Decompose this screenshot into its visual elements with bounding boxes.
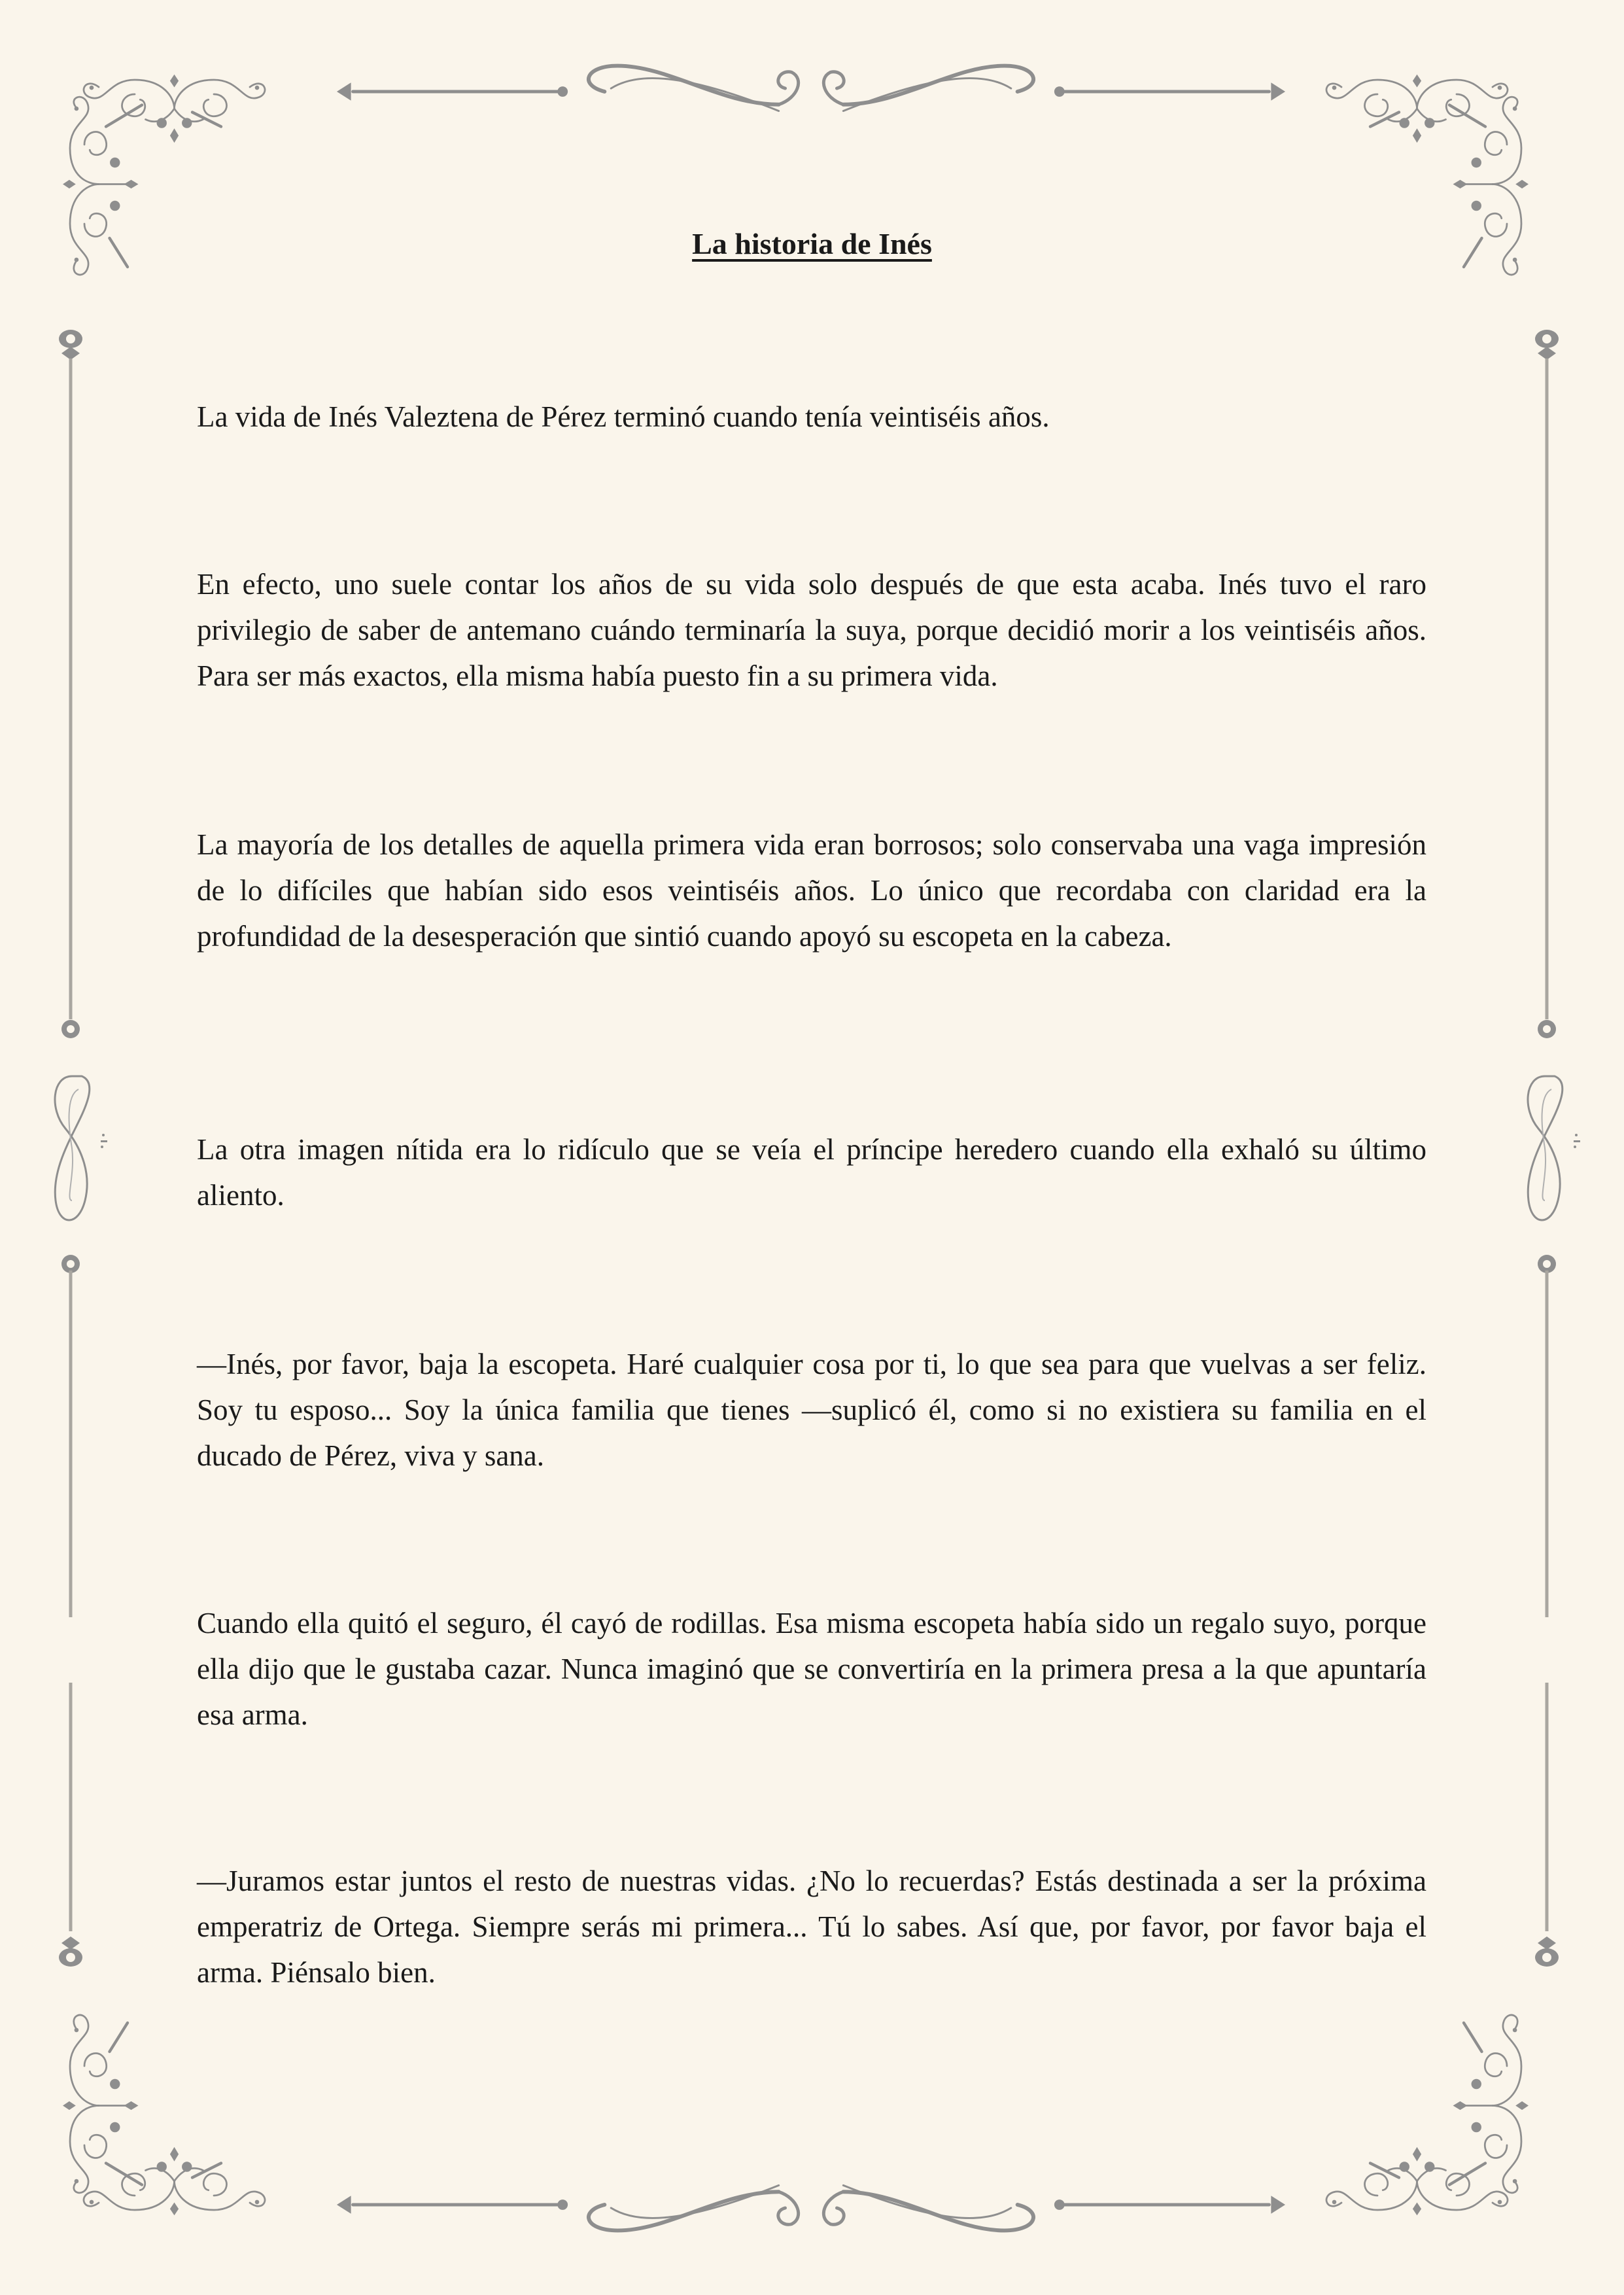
paragraph: —Inés, por favor, baja la escopeta. Haré cualquier cosa por ti, lo que sea para que vuelvas a ser feliz. Soy tu esposo... Soy la única familia que tienes —suplicó él, como si no existiera su familia en el ducado de Pérez, viva y sana.: [197, 1348, 1426, 1472]
vertical-rod-icon: [58, 326, 84, 1039]
vertical-rod-icon: [58, 1251, 84, 1971]
corner-flourish-icon: [56, 2005, 271, 2228]
paragraph: La otra imagen nítida era lo ridículo que se veía el príncipe heredero cuando ella exhaló su último aliento.: [197, 1133, 1426, 1212]
paragraph: La vida de Inés Valeztena de Pérez terminó cuando tenía veintiséis años.: [197, 400, 1050, 433]
infinity-knot-icon: [46, 1070, 118, 1233]
paragraph: La mayoría de los detalles de aquella primera vida eran borrosos; solo conservaba una vaga impresión de lo difíciles que habían sido esos veintiséis años. Lo único que recordaba con claridad era la profundidad de la desesperación que sintió cuando apoyó su escopeta en la cabeza.: [197, 828, 1426, 953]
vertical-rod-icon: [1534, 326, 1560, 1039]
scroll-divider-icon: [334, 2165, 1288, 2244]
paragraph: —Juramos estar juntos el resto de nuestras vidas. ¿No lo recuerdas? Estás destinada a ser la próxima emperatriz de Ortega. Siempre serás mi primera... Tú lo sabes. Así que, por favor, por favor baja el arma. Piénsalo bien.: [197, 1865, 1426, 1989]
infinity-knot-icon: [1519, 1070, 1591, 1233]
paragraph: En efecto, uno suele contar los años de su vida solo después de que esta acaba. Inés tuvo el raro privilegio de saber de antemano cuándo terminaría la suya, porque decidió morir a los veintiséis años. Para ser más exactos, ella misma había puesto fin a su primera vida.: [197, 568, 1426, 692]
page-title: La historia de Inés: [692, 227, 932, 260]
paragraph: Cuando ella quitó el seguro, él cayó de rodillas. Esa misma escopeta había sido un regalo suyo, porque ella dijo que le gustaba cazar. Nunca imaginó que se convertiría en la primera presa a la que apuntaría esa arma.: [197, 1607, 1426, 1731]
vertical-rod-icon: [1534, 1251, 1560, 1971]
scroll-divider-icon: [334, 52, 1288, 131]
corner-flourish-icon: [1320, 2005, 1536, 2228]
